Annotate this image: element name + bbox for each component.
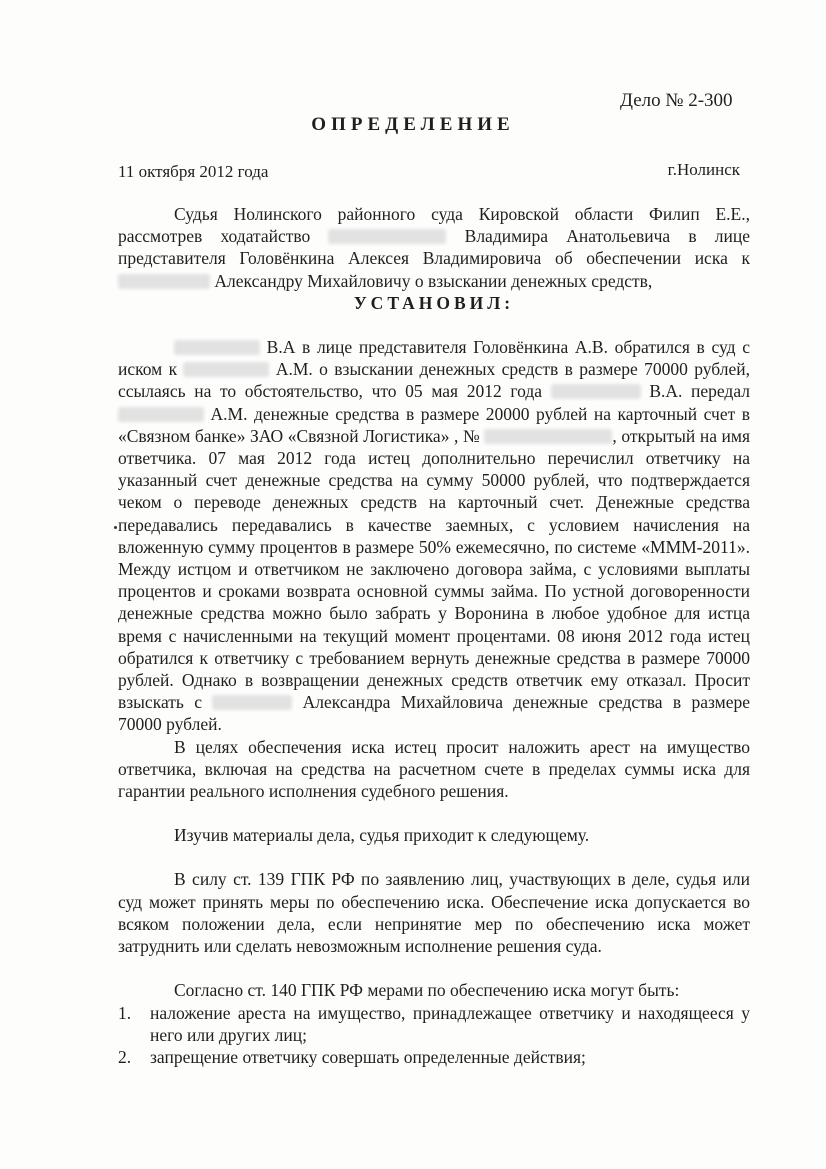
intro-part3: Александру Михайловичу о взыскании денежных средств, [214, 270, 653, 291]
intro-paragraph [118, 203, 750, 292]
intro-part2: Владимира Анатольевича в лице представителя Головёнкина Алексея Владимировича об обеспечении иска к [118, 226, 750, 269]
spacer [118, 802, 750, 824]
redacted-name [328, 229, 446, 244]
redacted-name [183, 362, 269, 377]
scan-dot [114, 526, 117, 529]
measures-list [118, 1002, 750, 1069]
list-item-text: запрещение ответчику совершать определенные действия; [150, 1046, 586, 1067]
list-item-number: 2. [118, 1046, 132, 1067]
facts-paragraph [118, 336, 750, 736]
spacer [118, 314, 750, 336]
facts-p6: Александра Михайловича денежные средства в размере 70000 рублей. [118, 692, 751, 735]
security-request-paragraph: В целях обеспечения иска истец просит наложить арест на имущество ответчика, включая на средства на расчетном счете в пределах суммы иска для гарантии реального исполнения судебного решения. [118, 736, 750, 802]
spacer [118, 957, 750, 979]
facts-p3: В.А. передал [649, 381, 750, 402]
spacer [118, 846, 750, 868]
redacted-name [212, 695, 292, 710]
redacted-card-number [484, 429, 612, 444]
article-140-paragraph: Согласно ст. 140 ГПК РФ мерами по обеспечению иска могут быть: [174, 980, 680, 1001]
list-item [118, 1002, 750, 1046]
document-title: ОПРЕДЕЛЕНИЕ [311, 114, 515, 135]
intro-part1: Судья Нолинского районного суда Кировской области Филип Е.Е., рассмотрев ходатайство [118, 204, 750, 247]
case-number: Дело № 2-300 [620, 90, 733, 111]
facts-p5: , открытый на имя ответчика. 07 мая 2012 года истец дополнительно перечислил ответчику на указанный счет денежные средства на сумму 50000 рублей, что подтверждается чеком о переводе денежных средств на карточный счет. Денежные средства передавались передавались в качестве заемных, с условием начисления на вложенную сумму процентов в размере 50% ежемесячно, по системе «МММ-2011». Между истцом и ответчиком не заключено договора займа, с условиями выплаты процентов и сроками возврата основной суммы займа. По устной договоренности денежные средства можно было забрать у Воронина в любое удобное для истца время с начисленными на текущий момент процентами. 08 июня 2012 года истец обратился к ответчику с требованием вернуть денежные средства в размере 70000 рублей. Однако в возвращении денежных средств ответчик ему отказал. Просит взыскать с [118, 425, 751, 713]
list-item-number: 1. [118, 1002, 132, 1023]
list-item [118, 1046, 750, 1068]
ustanovil-heading: УСТАНОВИЛ: [353, 292, 515, 313]
article-139-paragraph: В силу ст. 139 ГПК РФ по заявлению лиц, участвующих в деле, судья или суд может принять меры по обеспечению иска. Обеспечение иска допускается во всяком положении дела, если непринятие мер по обеспечению иска может затруднить или сделать невозможным исполнение решения суда. [118, 869, 750, 957]
document-city: г.Нолинск [667, 160, 740, 179]
redacted-name [118, 274, 210, 289]
facts-p1: В.А в лице представителя Головёнкина А.В. обратился в суд с иском к [118, 337, 750, 380]
list-item-text: наложение ареста на имущество, принадлежащее ответчику и находящееся у него или других лиц; [150, 1002, 750, 1045]
study-paragraph: Изучив материалы дела, судья приходит к следующему. [174, 825, 590, 846]
facts-p2: А.М. о взыскании денежных средств в размере 70000 рублей, ссылаясь на то обстоятельство, что 05 мая 2012 года [118, 359, 750, 402]
redacted-name [174, 340, 260, 355]
redacted-name [118, 407, 204, 422]
document-date: 11 октября 2012 года [118, 162, 269, 181]
facts-p4: А.М. денежные средства в размере 20000 рублей на карточный счет в «Связном банке» ЗАО «Связной Логистика» , № [118, 403, 751, 446]
document-body [118, 203, 750, 1068]
redacted-name [551, 384, 641, 399]
